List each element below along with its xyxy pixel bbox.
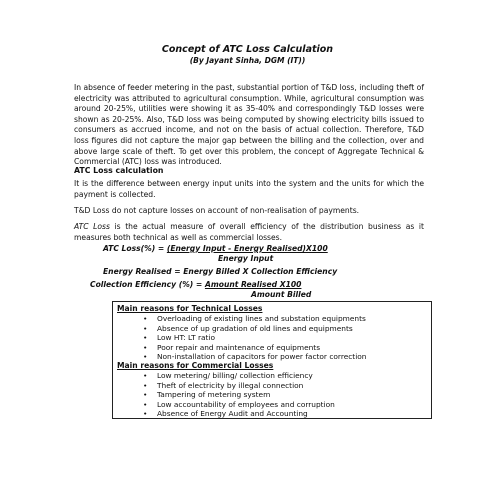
definition-paragraph: It is the difference between energy input units into the system and the units for which the payment is collected. [74, 179, 424, 199]
atc-formula-numerator: (Energy Input - Energy Realised)X100 [166, 244, 328, 253]
list-item: • Low metering/ billing/ collection efficiency [113, 371, 335, 381]
list-item: • Theft of electricity by illegal connection [113, 381, 335, 391]
atc-loss-term: ATC Loss [74, 222, 110, 231]
atc-formula-denominator: Energy Input [218, 254, 274, 263]
commercial-losses-heading: Main reasons for Commercial Losses [117, 361, 274, 370]
atc-loss-paragraph [74, 222, 424, 243]
reasons-box [112, 301, 432, 419]
list-item: • Low accountability of employees and corruption [113, 400, 335, 410]
list-item: • Low HT: LT ratio [113, 333, 366, 343]
intro-paragraph: In absence of feeder metering in the past, substantial portion of T&D loss, including theft of electricity was attributed to agricultural consumption. While, agricultural consumption was around 20-25%, utilities were showing it as 35-40% and correspondingly T&D losses were shown as 20-25%. Also, T&D loss was being computed by showing electricity bills issued to consumers as accrued income, and not on the basis of actual collection. Therefore, T&D loss figures did not capture the major gap between the billing and the collection, over and above large scale of theft. To get over this problem, the concept of Aggregate Technical & Commercial (ATC) loss was introduced. [74, 83, 424, 167]
doc-title: Concept of ATC Loss Calculation [161, 44, 334, 55]
list-item: • Non-installation of capacitors for power factor correction [113, 352, 366, 362]
technical-losses-heading: Main reasons for Technical Losses [117, 304, 263, 313]
atc-loss-text: is the actual measure of overall efficiency of the distribution business as it measures both technical as well as commercial losses. [74, 222, 424, 242]
section-heading: ATC Loss calculation [74, 166, 164, 175]
list-item: • Overloading of existing lines and substation equipments [113, 314, 366, 324]
collection-efficiency-formula [90, 280, 301, 289]
atc-formula-lhs: ATC Loss(%) = [103, 244, 167, 253]
list-item: • Tampering of metering system [113, 390, 335, 400]
ce-formula-lhs: Collection Efficiency (%) = [90, 280, 205, 289]
list-item: • Absence of up gradation of old lines and equipments [113, 324, 366, 334]
list-item: • Absence of Energy Audit and Accounting [113, 409, 335, 419]
ce-formula-denominator: Amount Billed [251, 290, 312, 299]
doc-author: (By Jayant Sinha, DGM (IT)) [189, 56, 306, 65]
energy-realised-formula: Energy Realised = Energy Billed X Collection Efficiency [103, 267, 338, 276]
td-loss-paragraph: T&D Loss do not capture losses on account of non-realisation of payments. [74, 206, 360, 215]
ce-formula-numerator: Amount Realised X100 [204, 280, 302, 289]
technical-losses-list [113, 314, 366, 362]
list-item: • Poor repair and maintenance of equipments [113, 343, 366, 353]
commercial-losses-list [113, 371, 335, 419]
atc-formula [103, 244, 328, 253]
